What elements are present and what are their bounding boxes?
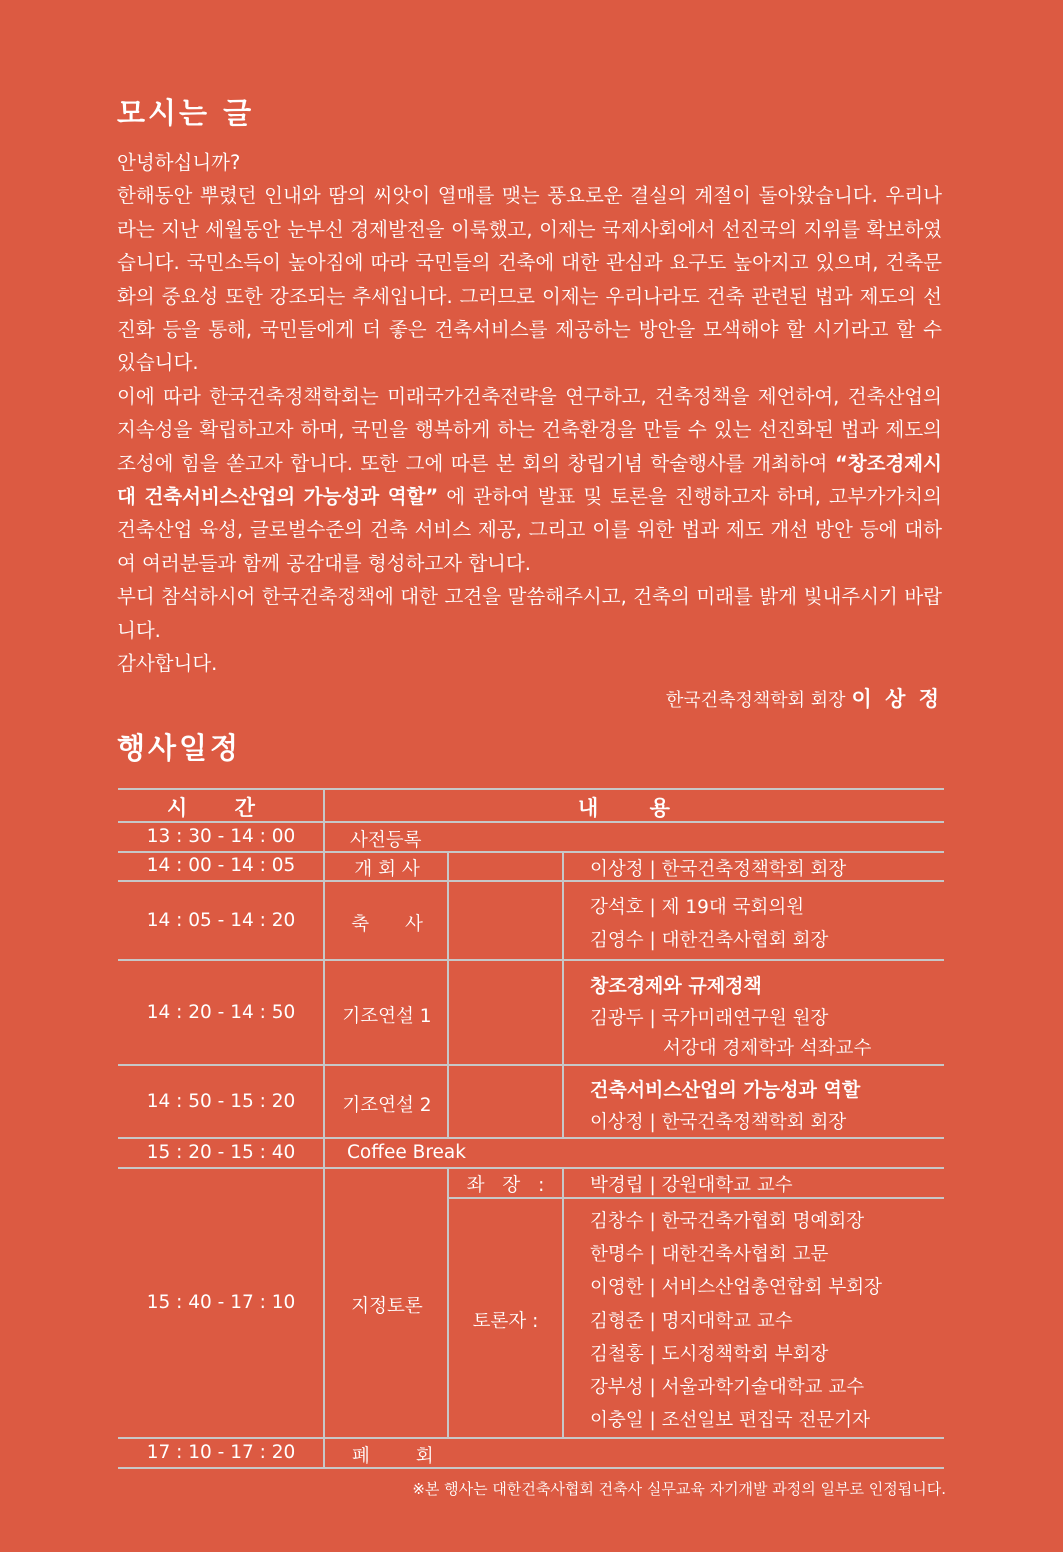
- row-item: 개 회 사: [354, 859, 420, 880]
- table-border: [118, 959, 944, 961]
- panelist: 이충일 | 조선일보 편집국 전문기자: [590, 1410, 870, 1431]
- column-divider: [562, 852, 564, 1138]
- row-item: 사전등록: [350, 830, 422, 851]
- signature-org: 한국건축정책학회 회장: [665, 690, 846, 711]
- panelist: 한명수 | 대한건축사협회 고문: [590, 1244, 829, 1265]
- column-divider: [323, 789, 325, 1468]
- table-border: [118, 1437, 944, 1439]
- panelist: 강부성 | 서울과학기술대학교 교수: [590, 1377, 865, 1398]
- letter-title: 모시는 글: [117, 96, 255, 130]
- signature-name: 이 상 정: [851, 687, 942, 711]
- panelist: 김철홍 | 도시정책학회 부회장: [590, 1344, 829, 1365]
- event-theme: “창조경제시대 건축서비스산업의 가능성과 역할”: [117, 451, 942, 509]
- row-time: 15 : 20 - 15 : 40: [146, 1142, 296, 1163]
- letter-paragraph: 부디 참석하시어 한국건축정책에 대한 고견을 말씀해주시고, 건축의 미래를 밝게 빛내주시기 바랍니다.: [117, 585, 942, 642]
- panel-label: 토론자 :: [472, 1311, 539, 1332]
- paragraph-text: 이에 따라 한국건축정책학회는 미래국가건축전략을 연구하고, 건축정책을 제언하여, 건축산업의 지속성을 확립하고자 하며, 국민을 행복하게 하는 건축환경을 만들 수 있는 선진화된 법과 제도의 조성에 힘을 쏟고자 합니다. 또한 그에 따른 본 회의 창립기념 학술행사를 개최하여: [117, 384, 942, 475]
- panelist: 이영한 | 서비스산업총연합회 부회장: [590, 1277, 882, 1298]
- letter-greeting: 안녕하십니까?: [117, 151, 241, 174]
- footnote: ※본 행사는 대한건축사협회 건축사 실무교육 자기개발 과정의 일부로 인정됩니다.: [412, 1480, 946, 1498]
- schedule-title: 행사일정: [117, 731, 242, 765]
- row-topic: 건축서비스산업의 가능성과 역할: [590, 1079, 861, 1101]
- row-person-detail: 서강대 경제학과 석좌교수: [663, 1038, 872, 1059]
- table-border: [118, 1137, 944, 1139]
- letter-paragraph: [117, 380, 942, 580]
- row-time: 17 : 10 - 17 : 20: [146, 1442, 296, 1463]
- column-divider: [562, 1168, 564, 1438]
- row-person: 김영수 | 대한건축사협회 회장: [590, 930, 829, 951]
- table-border: [118, 851, 944, 853]
- row-time: 14 : 50 - 15 : 20: [146, 1091, 296, 1112]
- row-time: 13 : 30 - 14 : 00: [146, 826, 296, 847]
- row-person: 이상정 | 한국건축정책학회 회장: [590, 1112, 847, 1133]
- signature: [666, 683, 942, 713]
- row-time: 14 : 05 - 14 : 20: [146, 910, 296, 931]
- panelist: 김창수 | 한국건축가협회 명예회장: [590, 1211, 865, 1232]
- chair-label: 좌 장 :: [466, 1175, 545, 1196]
- row-topic: 창조경제와 규제정책: [590, 975, 762, 997]
- letter-closing: 감사합니다.: [117, 652, 218, 676]
- chair-person: 박경립 | 강원대학교 교수: [590, 1175, 793, 1196]
- paragraph-text: 에 관하여 발표 및 토론을 진행하고자 하며, 고부가가치의 건축산업 육성, 글로벌수준의 건축 서비스 제공, 그리고 이를 위한 법과 제도 개선 방안 등에 대하여 여러분들과 함께 공감대를 형성하고자 합니다.: [117, 485, 942, 575]
- letter-paragraph: 한해동안 뿌렸던 인내와 땀의 씨앗이 열매를 맺는 풍요로운 결실의 계절이 돌아왔습니다. 우리나라는 지난 세월동안 눈부신 경제발전을 이룩했고, 이제는 국제사회에서 선진국의 지위를 확보하였습니다. 국민소득이 높아짐에 따라 국민들의 건축에 대한 관심과 요구도 높아지고 있으며, 건축문화의 중요성 또한 강조되는 추세입니다. 그러므로 이제는 우리나라도 건축 관련된 법과 제도의 선진화 등을 통해, 국민들에게 더 좋은 건축서비스를 제공하는 방안을 모색해야 할 시기라고 할 수 있습니다.: [117, 184, 942, 375]
- header-time: 시 간: [167, 796, 275, 820]
- row-person: 이상정 | 한국건축정책학회 회장: [590, 859, 847, 880]
- panelist: 김형준 | 명지대학교 교수: [590, 1311, 793, 1332]
- row-person: 강석호 | 제 19대 국회의원: [590, 897, 805, 918]
- header-content: 내 용: [578, 796, 692, 820]
- row-time: 14 : 00 - 14 : 05: [146, 855, 296, 876]
- row-item: 폐 회: [352, 1446, 434, 1467]
- row-person: 김광두 | 국가미래연구원 원장: [590, 1008, 829, 1029]
- row-time: 15 : 40 - 17 : 10: [146, 1292, 296, 1313]
- table-border: [118, 788, 944, 790]
- letter-body: [117, 146, 942, 681]
- row-item: 지정토론: [351, 1296, 423, 1317]
- table-border: [118, 1167, 944, 1169]
- row-time: 14 : 20 - 14 : 50: [146, 1002, 296, 1023]
- row-item: 기조연설 1: [342, 1006, 432, 1027]
- table-border: [118, 1467, 944, 1469]
- row-item: 축 사: [351, 914, 423, 935]
- table-border: [118, 1064, 944, 1066]
- row-item: Coffee Break: [347, 1142, 466, 1163]
- table-border: [448, 1197, 944, 1199]
- row-item: 기조연설 2: [342, 1095, 432, 1116]
